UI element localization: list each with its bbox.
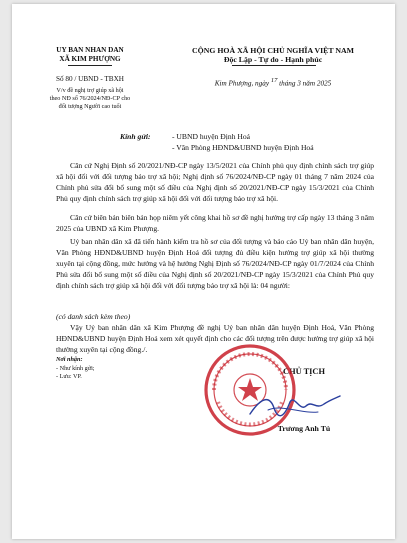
document-number: Số 80 / UBND - TBXH — [56, 75, 124, 83]
org-underline — [68, 65, 112, 66]
paragraph-2: Căn cứ biên bản biên bản họp niêm yết công khai hồ sơ đề nghị hưởng trợ cấp ngày 13 tháng 3 năm 2025 của UBND xã Kim Phượng. — [56, 213, 374, 233]
recipient-2: - Văn Phòng HĐND&UBND huyện Định Hoá — [172, 143, 314, 152]
date-suffix: tháng 3 năm 2025 — [279, 79, 332, 88]
signer-title: CHỦ TỊCH — [283, 367, 325, 376]
recipient-1: - UBND huyện Định Hoá — [172, 132, 251, 141]
national-title: CỘNG HOÀ XÃ HỘI CHỦ NGHĨA VIỆT NAM — [192, 46, 354, 55]
footer-recipient-1: - Như kính gửi; — [56, 365, 95, 372]
org-name-line2: XÃ KIM PHƯỢNG — [59, 55, 121, 63]
footer-recipient-2: - Lưu: VP. — [56, 373, 82, 380]
date-day: 17 — [270, 77, 278, 84]
recipients-label: Kính gửi: — [120, 132, 151, 141]
subject-line-2: theo NĐ số 76/2024/NĐ-CP cho — [49, 95, 131, 102]
subject-line-3: đối tượng Người cao tuổi — [58, 103, 122, 110]
footer-recipients-label: Nơi nhận: — [56, 356, 83, 363]
national-motto: Độc Lập - Tự do - Hạnh phúc — [223, 55, 323, 64]
paragraph-1: Căn cứ Nghị Định số 20/2021/NĐ-CP ngày 13/5/2021 của Chính phủ quy định chính sách trợ giúp xã hội đối với đối tượng bảo trợ xã hội; Nghị định số 76/2024/NĐ-CP ngày 01 tháng 7 năm 2024 của Chính phủ sửa đổi bổ sung một số điều của Nghị định số 20/2021/NĐ-CP ngày 15/3/2021 của Chính Phủ quy định chính sách trợ giúp xã hội đối với đối tượng bảo trợ xã hội. — [56, 161, 374, 203]
subject-line-1: V/v đề nghị trợ giúp xã hội — [56, 87, 124, 94]
paragraph-3: Uỷ ban nhân dân xã đã tiến hành kiểm tra hồ sơ của đối tượng và báo cáo Uỷ ban nhân dân huyện, Văn Phòng HĐND&UBND huyện Định Hoá đối tượng đủ điều kiện hưởng trợ giúp xã hội thường xuyên tại cộng đồng, mức hưởng và hệ hưởng Nghị Định số 76/2024/NĐ-CP ngày 01/7/2024 của Chính Phủ sửa đổi bổ sung một số điều của Nghị định số 20/2021/NĐ-CP ngày 15/3/2021 của Chính Phủ quy định chính sách trợ giúp xã hội đối với đối tượng bảo trợ xã hội là: 04 người: — [56, 237, 374, 290]
paragraph-4: Vậy Uỷ ban nhân dân xã Kim Phượng đề nghị Uỷ ban nhân dân huyện Định Hoá, Văn Phòng HĐND&UBND huyện Định Hoá xem xét quyết định cho các đối tượng trên được hưởng trợ giúp xã hội thường xuyên tại cộng đồng./. — [56, 323, 374, 354]
motto-underline — [232, 65, 316, 66]
date-prefix: Kim Phượng, ngày — [214, 79, 270, 88]
document-page — [12, 4, 395, 539]
signer-name: Trương Anh Tú — [277, 424, 331, 433]
document-date — [162, 76, 384, 88]
org-name-line1: UY BAN NHAN DAN — [56, 46, 124, 54]
handwritten-signature-icon — [244, 390, 344, 422]
list-note: (có danh sách kèm theo) — [56, 312, 131, 321]
